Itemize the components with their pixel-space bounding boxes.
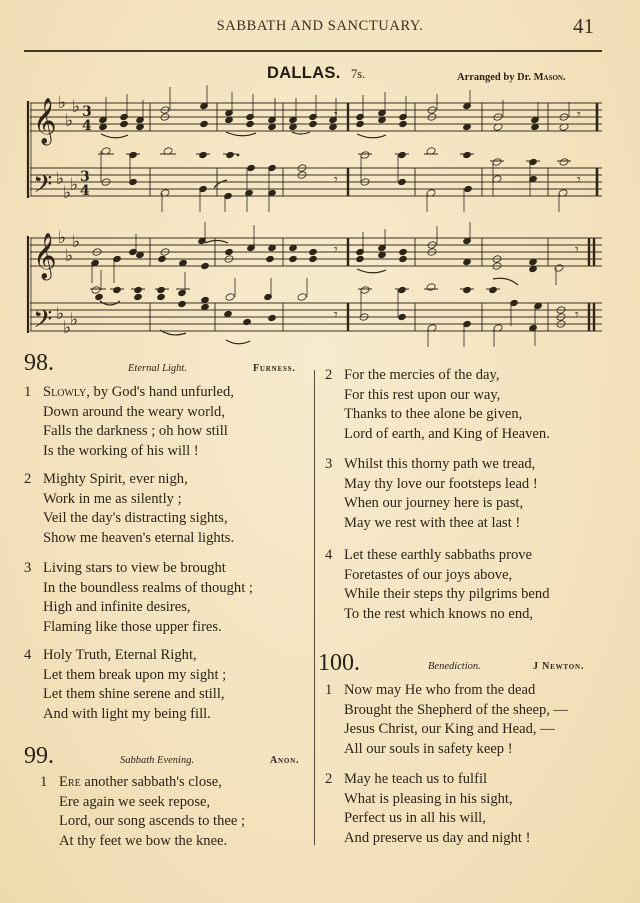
hymn-title: Benediction.: [428, 661, 481, 672]
bass-clef-icon: 𝄢: [33, 305, 53, 340]
svg-text:4: 4: [80, 183, 90, 199]
svg-text:♭: ♭: [63, 318, 72, 338]
svg-text:♭: ♭: [56, 169, 65, 189]
stanza: 1 Slowly, by God's hand unfurled, Down around the weary world, Falls the darkness ; oh how still Is the working of his will !: [24, 384, 234, 459]
stanza: 3 Living stars to view be brought In the boundless realms of thought ; High and infinite desires, Flaming like those upper fires.: [24, 560, 253, 635]
treble-clef-icon: 𝄞: [33, 233, 57, 279]
arranger-name: Mason.: [533, 72, 566, 83]
flat-icons: [56, 93, 80, 338]
quarter-rest-icon: 𝄾: [577, 172, 581, 188]
hymn-number: 99.: [24, 743, 54, 769]
hymn-author: J Newton.: [533, 661, 585, 672]
system-1-bass-staff: [30, 168, 602, 196]
hymn-number: 100.: [318, 650, 360, 676]
quarter-rest-icon: 𝄾: [334, 107, 338, 123]
column-divider: [314, 370, 315, 845]
quarter-rest-icon: 𝄾: [577, 107, 581, 123]
svg-text:♭: ♭: [70, 310, 79, 330]
svg-text:♭: ♭: [63, 183, 72, 203]
quarter-rest-icon: 𝄾: [334, 172, 338, 188]
svg-text:3: 3: [82, 104, 92, 120]
system-2-bass-staff: [30, 303, 602, 331]
bass-clef-icon: 𝄢: [33, 170, 53, 205]
tune-name: DALLAS.: [267, 64, 341, 82]
quarter-rest-icon: 𝄾: [575, 242, 579, 258]
svg-text:♭: ♭: [72, 232, 81, 252]
svg-text:♭: ♭: [65, 111, 74, 131]
tune-meter: 7s.: [351, 67, 366, 81]
stanza: 2 For the mercies of the day, For this rest upon our way, Thanks to thee alone be given, Lord of earth, and King of Heaven.: [325, 367, 550, 442]
hymn-title: Eternal Light.: [128, 363, 187, 374]
music-score: [0, 80, 640, 350]
stanza: 4 Let these earthly sabbaths prove Foretastes of our joys above, While their steps thy pilgrims bend To the rest which knows no end,: [325, 547, 550, 622]
barlines: [28, 101, 597, 333]
stanza: 1 Ere another sabbath's close, Ere again we seek repose, Lord, our song ascends to thee ; At thy feet we bow the knee.: [40, 774, 246, 849]
hymn-number: 98.: [24, 350, 54, 376]
treble-clef-icon: 𝄞: [33, 98, 57, 144]
stanza: 1 Now may He who from the dead Brought the Shepherd of the sheep, — Jesus Christ, our King and Head, — All our souls in safety keep !: [325, 682, 569, 757]
svg-text:♭: ♭: [58, 228, 67, 248]
rests: [334, 107, 581, 323]
running-title: SABBATH AND SANCTUARY.: [216, 18, 424, 34]
stanza: 3 Whilst this thorny path we tread, May thy love our footsteps lead ! When our journey here is past, May we rest with thee at last !: [325, 456, 538, 531]
hymn-author: Furness.: [253, 363, 296, 374]
arranger-prefix: Arranged by Dr.: [457, 72, 534, 83]
hymn-author: Anon.: [270, 755, 300, 766]
page-number: 41: [573, 14, 594, 38]
svg-text:3: 3: [80, 169, 90, 185]
svg-text:♭: ♭: [65, 246, 74, 266]
svg-text:♭: ♭: [70, 175, 79, 195]
quarter-rest-icon: 𝄾: [334, 242, 338, 258]
stanza: 2 May he teach us to fulfil What is pleasing in his sight, Perfect us in all his will, And preserve us day and night !: [325, 771, 531, 846]
svg-text:4: 4: [82, 118, 92, 134]
stanza: 4 Holy Truth, Eternal Right, Let them break upon my sight ; Let them shine serene and still, And with light my being fill.: [24, 647, 227, 722]
hymn-title: Sabbath Evening.: [120, 755, 195, 766]
header-rule: [24, 50, 602, 52]
stanza: 2 Mighty Spirit, ever nigh, Work in me as silently ; Veil the day's distracting sights, Show me heaven's eternal lights.: [24, 471, 235, 546]
time-signature: [80, 104, 92, 199]
svg-text:♭: ♭: [72, 97, 81, 117]
svg-text:♭: ♭: [56, 304, 65, 324]
quarter-rest-icon: 𝄾: [334, 307, 338, 323]
quarter-rest-icon: 𝄾: [575, 307, 579, 323]
svg-text:♭: ♭: [58, 93, 67, 113]
